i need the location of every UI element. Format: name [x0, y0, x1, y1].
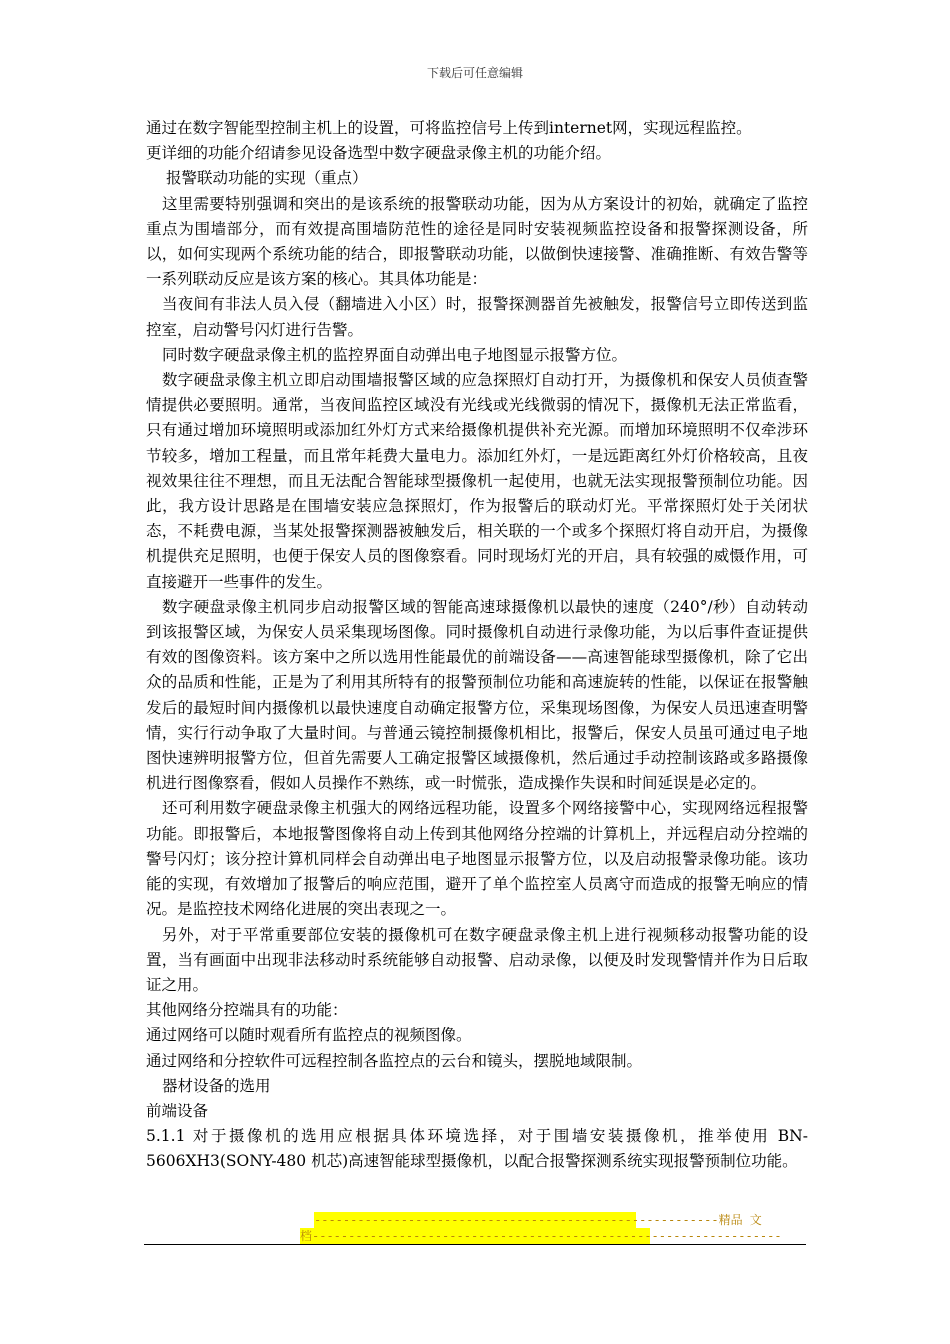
paragraph: 当夜间有非法人员入侵（翻墙进入小区）时，报警探测器首先被触发，报警信号立即传送到监控室，启动警号闪灯进行告警。 — [146, 295, 808, 339]
paragraph: 更详细的功能介绍请参见设备选型中数字硬盘录像主机的功能介绍。 — [146, 144, 612, 163]
footer-divider — [144, 1244, 806, 1245]
paragraph: 通过在数字智能型控制主机上的设置，可将监控信号上传到internet网，实现远程监控。 — [146, 119, 752, 137]
paragraph: 数字硬盘录像主机同步启动报警区域的智能高速球摄像机以最快的速度（240°/秒）自动转动到该报警区域，为保安人员采集现场图像。同时摄像机自动进行录像功能，为以后事件查证提供有效的图像资料。该方案中之所以选用性能最优的前端设备——高速智能球型摄像机，除了它出众的品质和性能，正是为了利用其所特有的报警预制位功能和高速旋转的性能，以保证在报警触发后的最短时间内摄像机以最快速度自动确定报警方位，采集现场图像，为保安人员迅速查明警情，实行行动争取了大量时间。与普通云镜控制摄像机相比，报警后，保安人员虽可通过电子地图快速辨明报警方位，但首先需要人工确定报警区域摄像机，然后通过手动控制该路或多路摄像机进行图像察看，假如人员操作不熟练，或一时慌张，造成操作失误和时间延误是必定的。 — [146, 597, 808, 793]
document-body — [146, 116, 808, 1175]
paragraph: 另外，对于平常重要部位安装的摄像机可在数字硬盘录像主机上进行视频移动报警功能的设置，当有画面中出现非法移动时系统能够自动报警、启动录像，以便及时发现警情并作为日后取证之用。 — [146, 925, 808, 994]
footer-line-1: --------------------------------------------------------精品 文 — [314, 1213, 762, 1227]
paragraph: 同时数字硬盘录像主机的监控界面自动弹出电子地图显示报警方位。 — [162, 345, 628, 364]
paragraph: 通过网络可以随时观看所有监控点的视频图像。 — [146, 1026, 472, 1045]
paragraph: 这里需要特别强调和突出的是该系统的报警联动功能，因为从方案设计的初始，就确定了监控重点为围墙部分，而有效提高围墙防范性的途径是同时安装视频监控设备和报警探测设备，所以，如何实现两个系统功能的结合，即报警联动功能，以做倒快速接警、准确推断、有效告警等一系列联动反应是该方案的核心。其具体功能是： — [146, 194, 808, 289]
paragraph: 数字硬盘录像主机立即启动围墙报警区域的应急探照灯自动打开，为摄像机和保安人员侦查警情提供必要照明。通常，当夜间监控区域没有光线或光线微弱的情况下，摄像机无法正常监看，只有通过增加环境照明或添加红外灯方式来给摄像机提供补充光源。而增加环境照明不仅牵涉环节较多，增加工程量，而且常年耗费大量电力。添加红外灯，一是远距离红外灯价格较高，且夜视效果往往不理想，而且无法配合智能球型摄像机一起使用，也就无法实现报警预制位功能。因此，我方设计思路是在围墙安装应急探照灯，作为报警后的联动灯光。平常探照灯处于关闭状态，不耗费电源，当某处报警探测器被触发后，相关联的一个或多个探照灯将自动开启，为摄像机提供充足照明，也便于保安人员的图像察看。同时现场灯光的开启，具有较强的威慑作用，可直接避开一些事件的发生。 — [146, 371, 808, 591]
paragraph: 5.1.1 对于摄像机的选用应根据具体环境选择，对于围墙安装摄像机，推举使用 BN-5606XH3(SONY-480 机芯)高速智能球型摄像机，以配合报警探测系统实现报警预制位功能。 — [146, 1127, 808, 1171]
page-header: 下载后可任意编辑 — [426, 66, 523, 80]
paragraph: 通过网络和分控软件可远程控制各监控点的云台和镜头，摆脱地域限制。 — [146, 1051, 643, 1070]
section-heading: 报警联动功能的实现（重点） — [166, 169, 368, 188]
paragraph: 其他网络分控端具有的功能： — [146, 1001, 348, 1020]
footer-watermark — [300, 1212, 782, 1244]
footer-line-2: 档----------------------------------------------------------------- — [300, 1229, 782, 1243]
section-heading: 器材设备的选用 — [162, 1076, 271, 1095]
subsection-heading: 前端设备 — [146, 1101, 209, 1120]
paragraph: 还可利用数字硬盘录像主机强大的网络远程功能，设置多个网络接警中心，实现网络远程报警功能。即报警后，本地报警图像将自动上传到其他网络分控端的计算机上，并远程启动分控端的警号闪灯；该分控计算机同样会自动弹出电子地图显示报警方位，以及启动报警录像功能。该功能的实现，有效增加了报警后的响应范围，避开了单个监控室人员离守而造成的报警无响应的情况。是监控技术网络化进展的突出表现之一。 — [146, 799, 808, 919]
